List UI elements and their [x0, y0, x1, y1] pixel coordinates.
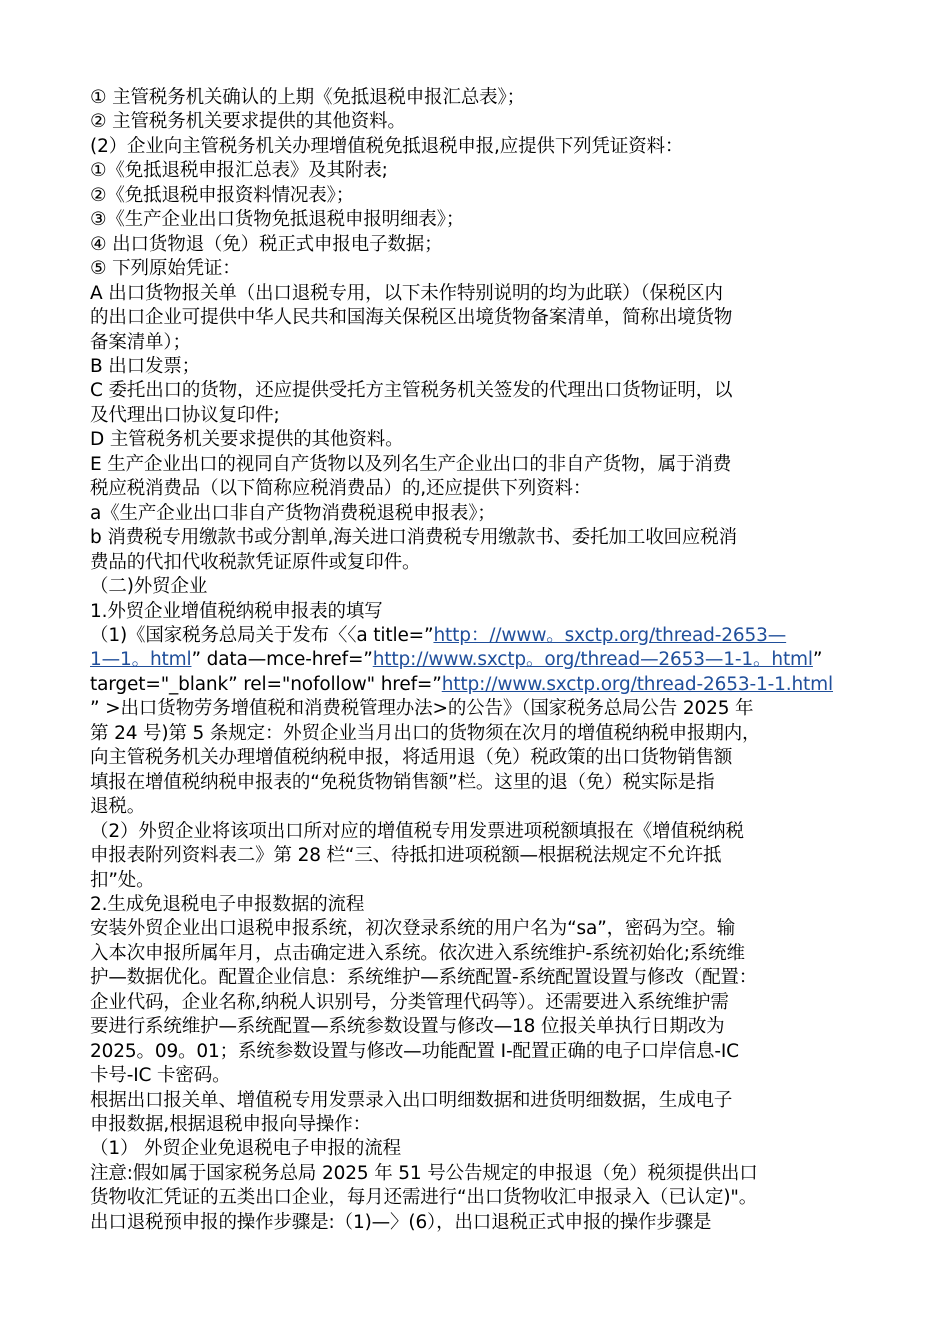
text-line [90, 820, 880, 844]
text-line [90, 551, 880, 575]
text-line [90, 526, 880, 550]
text-segment: 填报在增值税纳税申报表的“免税货物销售额”栏。这里的退（免）税实际是指 [90, 771, 715, 793]
text-line [90, 673, 880, 697]
text-line [90, 893, 880, 917]
text-segment: ” >出口货物劳务增值税和消费税管理办法>的公告》（国家税务总局公告 2025 年 [90, 698, 754, 720]
text-segment: 税应税消费品（以下简称应税消费品）的,还应提供下列资料： [90, 478, 592, 500]
text-segment: （1)《国家税务总局关于发布〈〈a title=” [90, 624, 434, 646]
text-segment: 入本次申报所属年月，点击确定进入系统。依次进入系统维护-系统初始化;系统维 [90, 942, 745, 964]
text-segment: 2.生成免退税电子申报数据的流程 [90, 893, 365, 915]
hyperlink[interactable]: http://www.sxctp.org/thread-2653-1-1.html [441, 673, 834, 695]
text-line [90, 771, 880, 795]
text-segment: 2025。09。01；系统参数设置与修改—功能配置 I-配置正确的电子口岸信息-IC [90, 1040, 739, 1062]
text-line [90, 1040, 880, 1064]
hyperlink[interactable]: http：//www。sxctp.org/thread-2653— [433, 624, 787, 646]
text-segment: 安装外贸企业出口退税申报系统，初次登录系统的用户名为“sa”，密码为空。输 [90, 918, 736, 940]
text-line [90, 477, 880, 501]
text-segment: 出口退税预申报的操作步骤是:（1)—〉(6），出口退税正式申报的操作步骤是 [90, 1211, 712, 1233]
text-segment: 备案清单）； [90, 331, 191, 353]
text-line [90, 722, 880, 746]
text-line [90, 917, 880, 941]
text-segment: 申报表附列资料表二》第 28 栏“三、待抵扣进项税额—根据税法规定不允许抵 [90, 845, 722, 867]
text-segment: 及代理出口协议复印件; [90, 404, 280, 426]
text-line [90, 1089, 880, 1113]
text-segment: C 委托出口的货物，还应提供受托方主管税务机关签发的代理出口货物证明，以 [90, 380, 733, 402]
text-segment: ” [812, 649, 823, 671]
text-line [90, 624, 880, 648]
text-line [90, 404, 880, 428]
text-line [90, 1113, 880, 1137]
text-segment: ③《生产企业出口货物免抵退税申报明细表》； [90, 209, 465, 231]
text-segment: E 生产企业出口的视同自产货物以及列名生产企业出口的非自产货物，属于消费 [90, 453, 732, 475]
text-line [90, 795, 880, 819]
hyperlink[interactable]: http://www.sxctp。org/thread—2653—1-1。html [372, 649, 813, 671]
text-segment: 1.外贸企业增值税纳税申报表的填写 [90, 600, 383, 622]
text-segment: (2）企业向主管税务机关办理增值税免抵退税申报,应提供下列凭证资料： [90, 135, 684, 157]
text-segment: （二)外贸企业 [90, 576, 208, 598]
hyperlink[interactable]: 1—1。html [90, 649, 192, 671]
text-line [90, 233, 880, 257]
text-segment: target="_blank” rel="nofollow" href=” [90, 673, 442, 695]
text-line [90, 697, 880, 721]
text-segment: 注意:假如属于国家税务总局 2025 年 51 号公告规定的申报退（免）税须提供出口 [90, 1162, 758, 1184]
text-line [90, 1162, 880, 1186]
text-segment: 企业代码，企业名称,纳税人识别号，分类管理代码等）。还需要进入系统维护需 [90, 991, 729, 1013]
text-segment: 第 24 号)第 5 条规定：外贸企业当月出口的货物须在次月的增值税纳税申报期内， [90, 722, 761, 744]
text-segment: ① 主管税务机关确认的上期《免抵退税申报汇总表》； [90, 87, 525, 108]
text-line [90, 746, 880, 770]
text-segment: ④ 出口货物退（免）税正式申报电子数据； [90, 233, 443, 255]
text-segment: 卡号-IC 卡密码。 [90, 1065, 231, 1087]
text-line [90, 575, 880, 599]
text-segment: D 主管税务机关要求提供的其他资料。 [90, 429, 404, 451]
text-line [90, 648, 880, 672]
text-line [90, 331, 880, 355]
text-line [90, 159, 880, 183]
text-segment: ② 主管税务机关要求提供的其他资料。 [90, 111, 406, 133]
text-segment: 护—数据优化。配置企业信息：系统维护—系统配置-系统配置设置与修改（配置： [90, 967, 758, 989]
text-segment: a《生产企业出口非自产货物消费税退税申报表》； [90, 502, 496, 524]
text-line [90, 1211, 880, 1235]
text-segment: b 消费税专用缴款书或分割单,海关进口消费税专用缴款书、委托加工收回应税消 [90, 527, 737, 549]
text-line [90, 306, 880, 330]
text-line [90, 1015, 880, 1039]
text-line [90, 942, 880, 966]
text-segment: A 出口货物报关单（出口退税专用，以下未作特别说明的均为此联）（保税区内 [90, 282, 723, 304]
text-line [90, 282, 880, 306]
text-line [90, 502, 880, 526]
text-segment: （2）外贸企业将该项出口所对应的增值税专用发票进项税额填报在《增值税纳税 [90, 820, 744, 842]
text-segment: 退税。 [90, 796, 146, 818]
text-line [90, 844, 880, 868]
text-segment: 费品的代扣代收税款凭证原件或复印件。 [90, 551, 421, 573]
text-line [90, 135, 880, 159]
text-line [90, 379, 880, 403]
text-line [90, 600, 880, 624]
text-line [90, 184, 880, 208]
text-segment: （1） 外贸企业免退税电子申报的流程 [90, 1138, 401, 1160]
document-body [90, 86, 880, 1235]
text-segment: ” data—mce-href=” [191, 649, 373, 671]
text-line [90, 1186, 880, 1210]
text-line [90, 1064, 880, 1088]
text-line [90, 86, 880, 110]
text-line [90, 453, 880, 477]
text-line [90, 428, 880, 452]
text-line [90, 110, 880, 134]
text-line [90, 257, 880, 281]
text-segment: 的出口企业可提供中华人民共和国海关保税区出境货物备案清单，简称出境货物 [90, 307, 733, 329]
text-segment: 要进行系统维护—系统配置—系统参数设置与修改—18 位报关单执行日期改为 [90, 1016, 725, 1038]
text-segment: 向主管税务机关办理增值税纳税申报，将适用退（免）税政策的出口货物销售额 [90, 747, 733, 769]
text-segment: 货物收汇凭证的五类出口企业，每月还需进行“出口货物收汇申报录入（已认定)"。 [90, 1187, 758, 1209]
text-line [90, 966, 880, 990]
text-segment: B 出口发票； [90, 355, 201, 377]
text-segment: ⑤ 下列原始凭证： [90, 258, 241, 280]
text-line [90, 208, 880, 232]
text-segment: ①《免抵退税申报汇总表》及其附表; [90, 160, 388, 182]
text-segment: 根据出口报关单、增值税专用发票录入出口明细数据和进货明细数据，生成电子 [90, 1089, 733, 1111]
text-line [90, 1137, 880, 1161]
text-line [90, 355, 880, 379]
text-segment: ②《免抵退税申报资料情况表》； [90, 184, 355, 206]
text-segment: 扣”处。 [90, 869, 155, 891]
text-line [90, 991, 880, 1015]
text-segment: 申报数据,根据退税申报向导操作： [90, 1114, 371, 1136]
text-line [90, 869, 880, 893]
